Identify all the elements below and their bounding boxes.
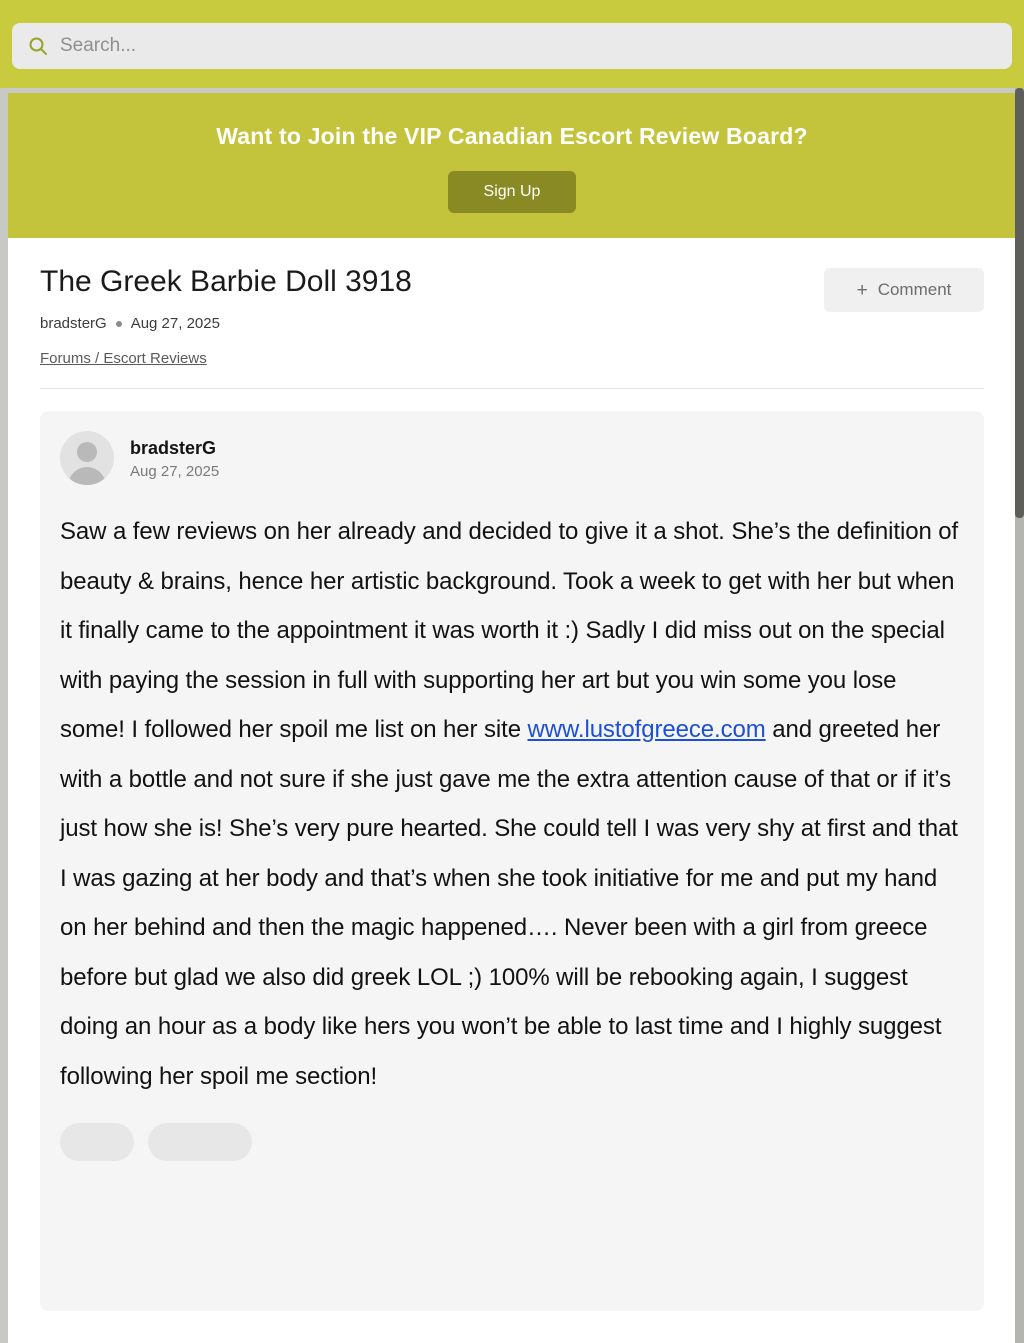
thread-meta — [40, 315, 984, 332]
thread-content-card — [8, 238, 1016, 1343]
breadcrumb[interactable]: Forums / Escort Reviews — [40, 350, 207, 367]
page-title: The Greek Barbie Doll 3918 — [40, 265, 412, 298]
post-actions — [60, 1123, 964, 1161]
banner-title: Want to Join the VIP Canadian Escort Review Board? — [216, 123, 808, 149]
post-text-before-link: Saw a few reviews on her already and decided to give it a shot. She’s the definition of beauty & brains, hence her artistic background. Took a week to get with her but when it finally came to the appointment it was worth it :) Sadly I did miss out on the special with paying the session in full with supporting her art but you win some you lose some! I followed her spoil me list on her site — [60, 518, 959, 743]
search-input[interactable] — [60, 35, 996, 57]
post-card — [40, 411, 984, 1311]
post-author-block — [130, 437, 219, 480]
post-author: bradsterG — [130, 437, 217, 458]
search-box[interactable] — [12, 23, 1012, 69]
signup-button[interactable]: Sign Up — [448, 171, 576, 213]
thread-author: bradsterG — [40, 315, 107, 332]
post-text-after-link: and greeted her with a bottle and not sure if she just gave me the extra attention cause of that or if it’s just how she is! She’s very pure hearted. She could tell I was very shy at first and that I was gazing at her body and that’s when she took initiative for me and put my hand on her behind and then the magic happened…. Never been with a girl from greece before but glad we also did greek LOL ;) 100% will be rebooking again, I suggest doing an hour as a body like hers you won’t be able to last time and I highly suggest following her spoil me section! — [60, 716, 958, 1090]
post-date: Aug 27, 2025 — [130, 462, 220, 480]
comment-button-label: Comment — [877, 280, 952, 299]
search-icon — [28, 36, 48, 56]
post-header — [60, 431, 964, 485]
page-scrollbar-track[interactable] — [1015, 88, 1024, 1343]
post-external-link[interactable]: www.lustofgreece.com — [527, 716, 766, 743]
reply-button[interactable] — [148, 1123, 252, 1161]
plus-icon: + — [856, 279, 868, 301]
post-body — [60, 507, 964, 1101]
comment-button[interactable] — [824, 268, 984, 312]
meta-separator-dot — [116, 321, 122, 327]
thread-date: Aug 27, 2025 — [130, 315, 220, 332]
page-scrollbar-thumb[interactable] — [1015, 88, 1024, 518]
vip-signup-banner — [8, 93, 1016, 238]
avatar — [60, 431, 114, 485]
like-button[interactable] — [60, 1123, 134, 1161]
header-divider — [40, 388, 984, 389]
search-bar-band — [0, 0, 1024, 88]
